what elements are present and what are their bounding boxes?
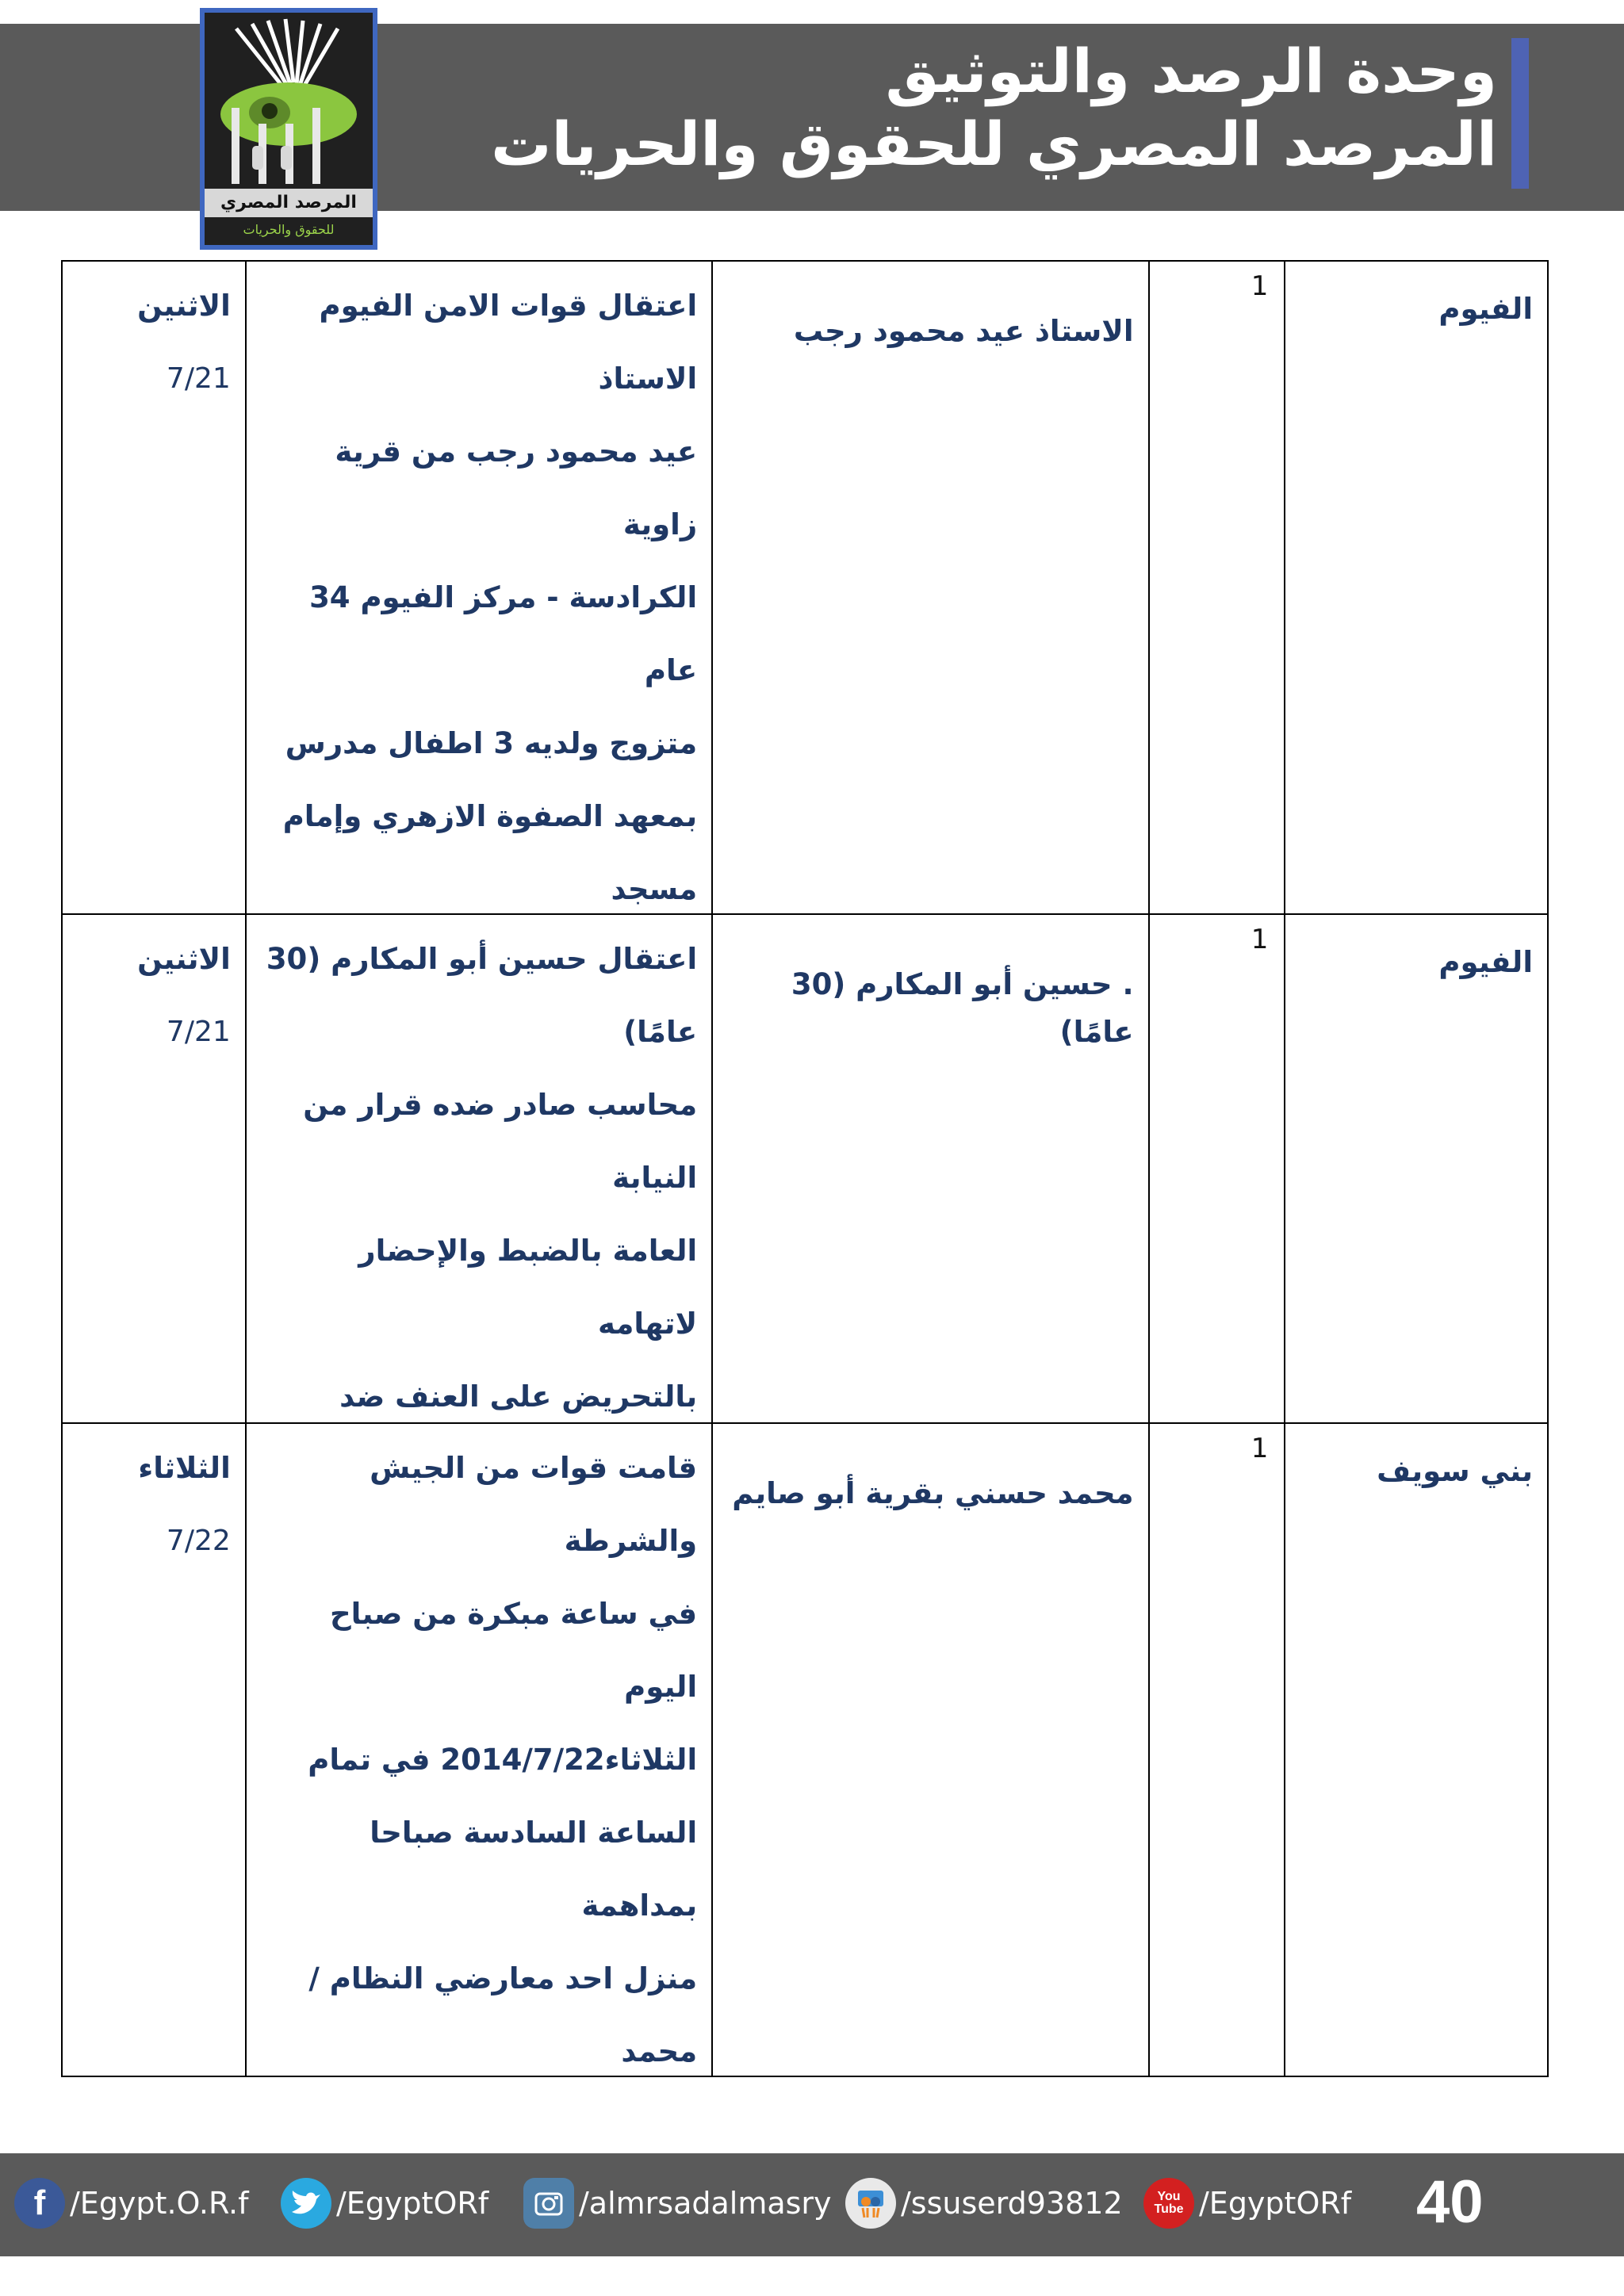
- instagram-icon: [523, 2178, 574, 2229]
- youtube-handle: /EgyptORf: [1199, 2186, 1352, 2221]
- header-accent-bar: [1511, 38, 1529, 189]
- instagram-handle: /almrsadalmasry: [579, 2186, 832, 2221]
- day-cell: الاثنين: [137, 289, 231, 323]
- header-title: [491, 35, 1497, 181]
- youtube-link[interactable]: [1143, 2175, 1351, 2231]
- logo-tagline: للحقوق والحريات: [243, 222, 335, 237]
- logo-name: المرصد المصري: [205, 189, 373, 217]
- instagram-link[interactable]: [523, 2175, 832, 2231]
- slideshare-icon: [845, 2178, 896, 2229]
- slideshare-handle: /ssuserd93812: [901, 2186, 1123, 2221]
- name-cell: الاستاذ عيد محمود رجب: [793, 314, 1134, 348]
- details-cell: قامت قوات من الجيش والشرطة في ساعة مبكرة من صباح اليوم الثلاثاء2014/7/22 في تمام الساعة السادسة صباحا بمداهمة منزل احد معارضي النظام / محمد: [308, 1451, 698, 2068]
- twitter-link[interactable]: [281, 2175, 488, 2231]
- count-cell: 1: [1251, 1433, 1269, 1464]
- date-cell: 7/22: [166, 1525, 231, 1557]
- date-cell: 7/21: [166, 362, 231, 395]
- table-row: [63, 1424, 1549, 2077]
- facebook-link[interactable]: [14, 2175, 248, 2231]
- arrests-table: [61, 260, 1549, 2077]
- unit-title: وحدة الرصد والتوثيق: [885, 36, 1497, 106]
- facebook-handle: /Egypt.O.R.f: [70, 2186, 249, 2221]
- slideshare-link[interactable]: [845, 2175, 1123, 2231]
- table-row: [63, 915, 1549, 1424]
- table-row: [63, 262, 1549, 915]
- page-number: 40: [1416, 2168, 1484, 2236]
- date-cell: 7/21: [166, 1016, 231, 1048]
- name-cell: . حسين أبو المكارم (30 عامًا): [791, 967, 1134, 1049]
- day-cell: الاثنين: [137, 942, 231, 976]
- day-cell: الثلاثاء: [138, 1451, 231, 1485]
- count-cell: 1: [1251, 924, 1269, 955]
- logo: [200, 8, 377, 250]
- youtube-icon-text: You Tube: [1154, 2190, 1184, 2216]
- details-cell: اعتقال قوات الامن الفيوم الاستاذ عيد محمود رجب من قرية زاوية الكرادسة - مركز الفيوم 34 عام متزوج ولديه 3 اطفال مدرس بمعهد الصفوة الازهري وإمام مسجد: [282, 289, 698, 906]
- governorate-cell: بني سويف: [1377, 1454, 1533, 1488]
- name-cell: محمد حسني بقرية أبو صايم: [732, 1476, 1134, 1510]
- twitter-handle: /EgyptORf: [336, 2186, 489, 2221]
- twitter-icon: [281, 2178, 331, 2229]
- governorate-cell: الفيوم: [1438, 292, 1533, 326]
- governorate-cell: الفيوم: [1438, 945, 1533, 979]
- youtube-icon: [1143, 2178, 1194, 2229]
- details-cell: اعتقال حسين أبو المكارم (30 عامًا) محاسب صادر ضده قرار من النيابة العامة بالضبط والإحضار لاتهامه بالتحريض على العنف ضد: [266, 942, 698, 1414]
- facebook-icon: f: [14, 2178, 65, 2229]
- count-cell: 1: [1251, 270, 1269, 302]
- org-title: المرصد المصري للحقوق والحريات: [491, 109, 1497, 179]
